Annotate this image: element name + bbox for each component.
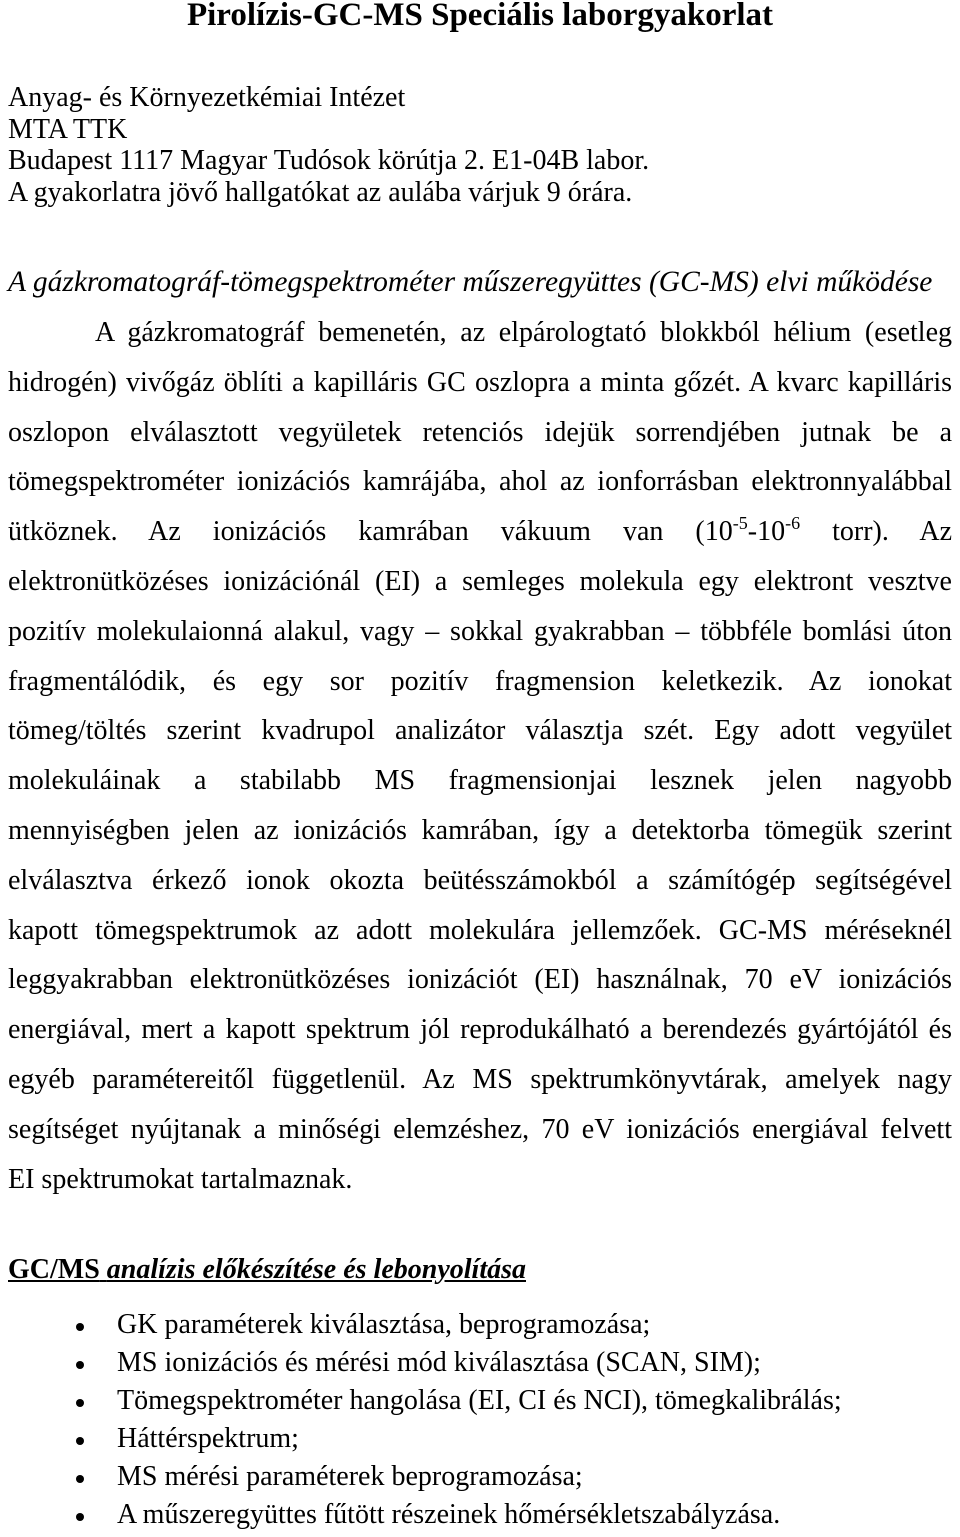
paragraph-line: elektronütközéses ionizációnál (EI) a semleges molekula egy elektront vesztve <box>8 565 952 597</box>
bullet-icon <box>76 1399 84 1407</box>
section-heading: A gázkromatográf-tömegspektrométer műszeregyüttes (GC-MS) elvi működése <box>8 266 933 298</box>
paragraph-line: egyéb paramétereitől függetlenül. Az MS spektrumkönyvtárak, amelyek nagy <box>8 1063 952 1095</box>
list-item <box>0 1496 960 1534</box>
paragraph-line <box>8 507 952 557</box>
list-item-text: MS mérési paraméterek beprogramozása; <box>117 1461 583 1492</box>
paragraph-line: oszlopon elválasztott vegyületek retenciós idejük sorrendjében jutnak be a <box>8 416 952 448</box>
paragraph-line: pozitív molekulaionná alakul, vagy – sokkal gyakrabban – többféle bomlási úton <box>8 615 952 647</box>
address-line: A gyakorlatra jövő hallgatókat az aulába várjuk 9 órára. <box>8 177 633 209</box>
bullet-icon <box>76 1361 84 1369</box>
paragraph-line: tömegspektrométer ionizációs kamrájába, ahol az ionforrásban elektronnyalábbal <box>8 466 952 498</box>
superscript-exponent: -5 <box>732 513 748 534</box>
heading-rest: analízis előkészítése és lebonyolítása <box>106 1254 526 1285</box>
list-item <box>0 1458 960 1496</box>
paragraph-line: leggyakrabban elektronütközéses ionizációt (EI) használnak, 70 eV ionizációs <box>8 964 952 996</box>
paragraph-line: energiával, mert a kapott spektrum jól reprodukálható a berendezés gyártójától és <box>8 1014 952 1046</box>
address-line: MTA TTK <box>8 113 128 145</box>
paragraph-line: mennyiségben jelen az ionizációs kamrában, így a detektorba tömegük szerint <box>8 814 952 846</box>
document-title: Pirolízis-GC-MS Speciális laborgyakorlat <box>186 0 774 33</box>
list-item <box>0 1344 960 1382</box>
paragraph-line: EI spektrumokat tartalmaznak. <box>8 1163 353 1195</box>
list-item-text: GK paraméterek kiválasztása, beprogramozása; <box>117 1309 651 1340</box>
list-item <box>0 1382 960 1420</box>
list-item-text: MS ionizációs és mérési mód kiválasztása (SCAN, SIM); <box>117 1347 761 1378</box>
bullet-icon <box>76 1513 84 1521</box>
bullet-icon <box>76 1475 84 1483</box>
paragraph-line: segítséget nyújtanak a minőségi elemzéshez, 70 eV ionizációs energiával felvett <box>8 1113 952 1145</box>
list-item <box>0 1420 960 1458</box>
address-line: Budapest 1117 Magyar Tudósok körútja 2. E1-04B labor. <box>8 145 650 177</box>
line-text: torr). Az <box>800 516 952 548</box>
paragraph-line: hidrogén) vivőgáz öblíti a kapilláris GC oszlopra a minta gőzét. A kvarc kapilláris <box>8 366 952 398</box>
line-text: -10 <box>747 516 786 548</box>
institute-address <box>8 82 649 209</box>
paragraph-line: A gázkromatográf bemenetén, az elpárologtató blokkból hélium (esetleg <box>95 317 952 348</box>
list-item <box>0 1306 960 1344</box>
paragraph-line: elválasztva érkező ionok okozta beütésszámokból a számítógép segítségével <box>8 864 952 896</box>
bullet-icon <box>76 1437 84 1445</box>
line-text: ütköznek. Az ionizációs kamrában vákuum van (10 <box>8 516 733 548</box>
bullet-icon <box>76 1323 84 1331</box>
bullet-list <box>0 1306 960 1534</box>
list-item-text: Tömegspektrométer hangolása (EI, CI és NCI), tömegkalibrálás; <box>117 1385 842 1416</box>
body-paragraph <box>8 308 952 1204</box>
paragraph-line: molekuláinak a stabilabb MS fragmensionjai lesznek jelen nagyobb <box>8 765 952 797</box>
address-line: Anyag- és Környezetkémiai Intézet <box>8 82 406 113</box>
superscript-exponent: -6 <box>785 513 801 534</box>
paragraph-line: kapott tömegspektrumok az adott molekulára jellemzőek. GC-MS méréseknél <box>8 914 952 946</box>
list-item-text: A műszeregyüttes fűtött részeinek hőmérsékletszabályzása. <box>117 1499 781 1530</box>
list-item-text: Háttérspektrum; <box>117 1423 299 1454</box>
paragraph-line: fragmentálódik, és egy sor pozitív fragmension keletkezik. Az ionokat <box>8 665 952 697</box>
section-heading <box>8 1250 526 1290</box>
paragraph-line: tömeg/töltés szerint kvadrupol analizátor választja szét. Egy adott vegyület <box>8 715 952 747</box>
heading-prefix: GC/MS <box>8 1254 100 1285</box>
